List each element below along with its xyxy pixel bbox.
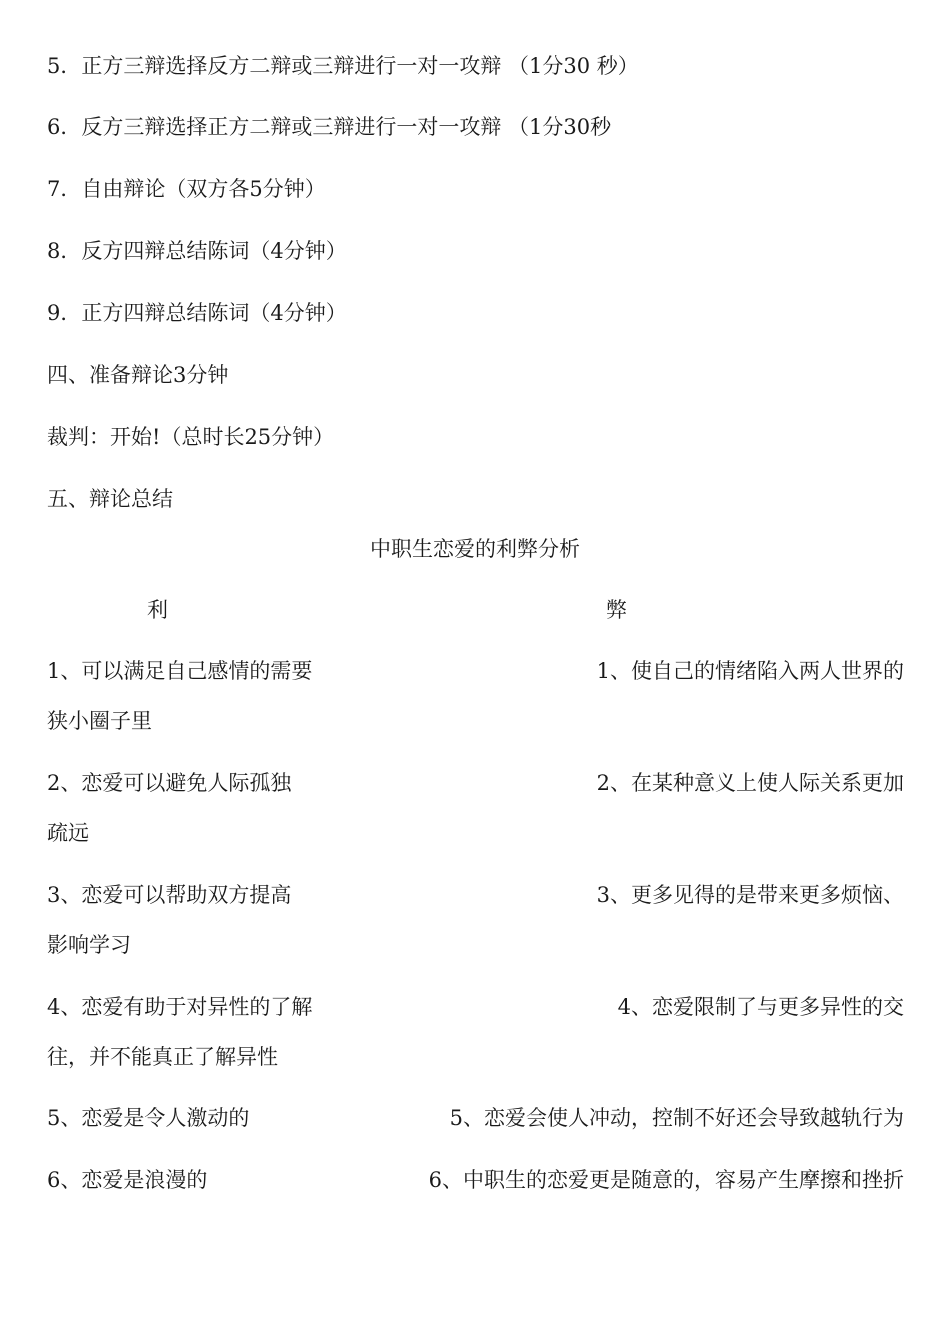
- con-item-3: 3、更多见得的是带来更多烦恼、: [596, 883, 904, 907]
- con-item-1-continuation: 狭小圈子里: [47, 709, 152, 733]
- con-item-3-continuation: 影响学习: [47, 933, 131, 957]
- con-item-4-continuation: 往，并不能真正了解异性: [47, 1045, 278, 1069]
- procedure-item-9: 9．正方四辩总结陈词（4分钟）: [47, 301, 347, 325]
- judge-announcement: 裁判：开始!（总时长25分钟）: [47, 425, 335, 449]
- con-item-4: 4、恋爱限制了与更多异性的交: [617, 995, 904, 1019]
- analysis-title: 中职生恋爱的利弊分析: [370, 537, 580, 561]
- pros-column-header: 利: [147, 598, 168, 622]
- procedure-item-7: 7．自由辩论（双方各5分钟）: [47, 177, 326, 201]
- pro-item-6: 6、恋爱是浪漫的: [47, 1168, 208, 1192]
- con-item-2: 2、在某种意义上使人际关系更加: [596, 771, 904, 795]
- pro-item-4: 4、恋爱有助于对异性的了解: [47, 995, 313, 1019]
- procedure-item-6: 6．反方三辩选择正方二辩或三辩进行一对一攻辩 （1分30秒: [47, 115, 612, 139]
- pro-item-2: 2、恋爱可以避免人际孤独: [47, 771, 292, 795]
- procedure-item-8: 8．反方四辩总结陈词（4分钟）: [47, 239, 347, 263]
- cons-column-header: 弊: [606, 598, 627, 622]
- pro-item-1: 1、可以满足自己感情的需要: [47, 659, 313, 683]
- con-item-2-continuation: 疏远: [47, 821, 89, 845]
- procedure-item-5: 5．正方三辩选择反方二辩或三辩进行一对一攻辩 （1分30 秒）: [47, 54, 639, 78]
- con-item-5: 5、恋爱会使人冲动，控制不好还会导致越轨行为: [449, 1106, 904, 1130]
- section-heading-summary: 五、辩论总结: [47, 487, 173, 511]
- con-item-1: 1、使自己的情绪陷入两人世界的: [596, 659, 904, 683]
- pro-item-5: 5、恋爱是令人激动的: [47, 1106, 250, 1130]
- pro-item-3: 3、恋爱可以帮助双方提高: [47, 883, 292, 907]
- section-heading-prepare: 四、准备辩论3分钟: [47, 363, 229, 387]
- con-item-6: 6、中职生的恋爱更是随意的，容易产生摩擦和挫折: [428, 1168, 904, 1192]
